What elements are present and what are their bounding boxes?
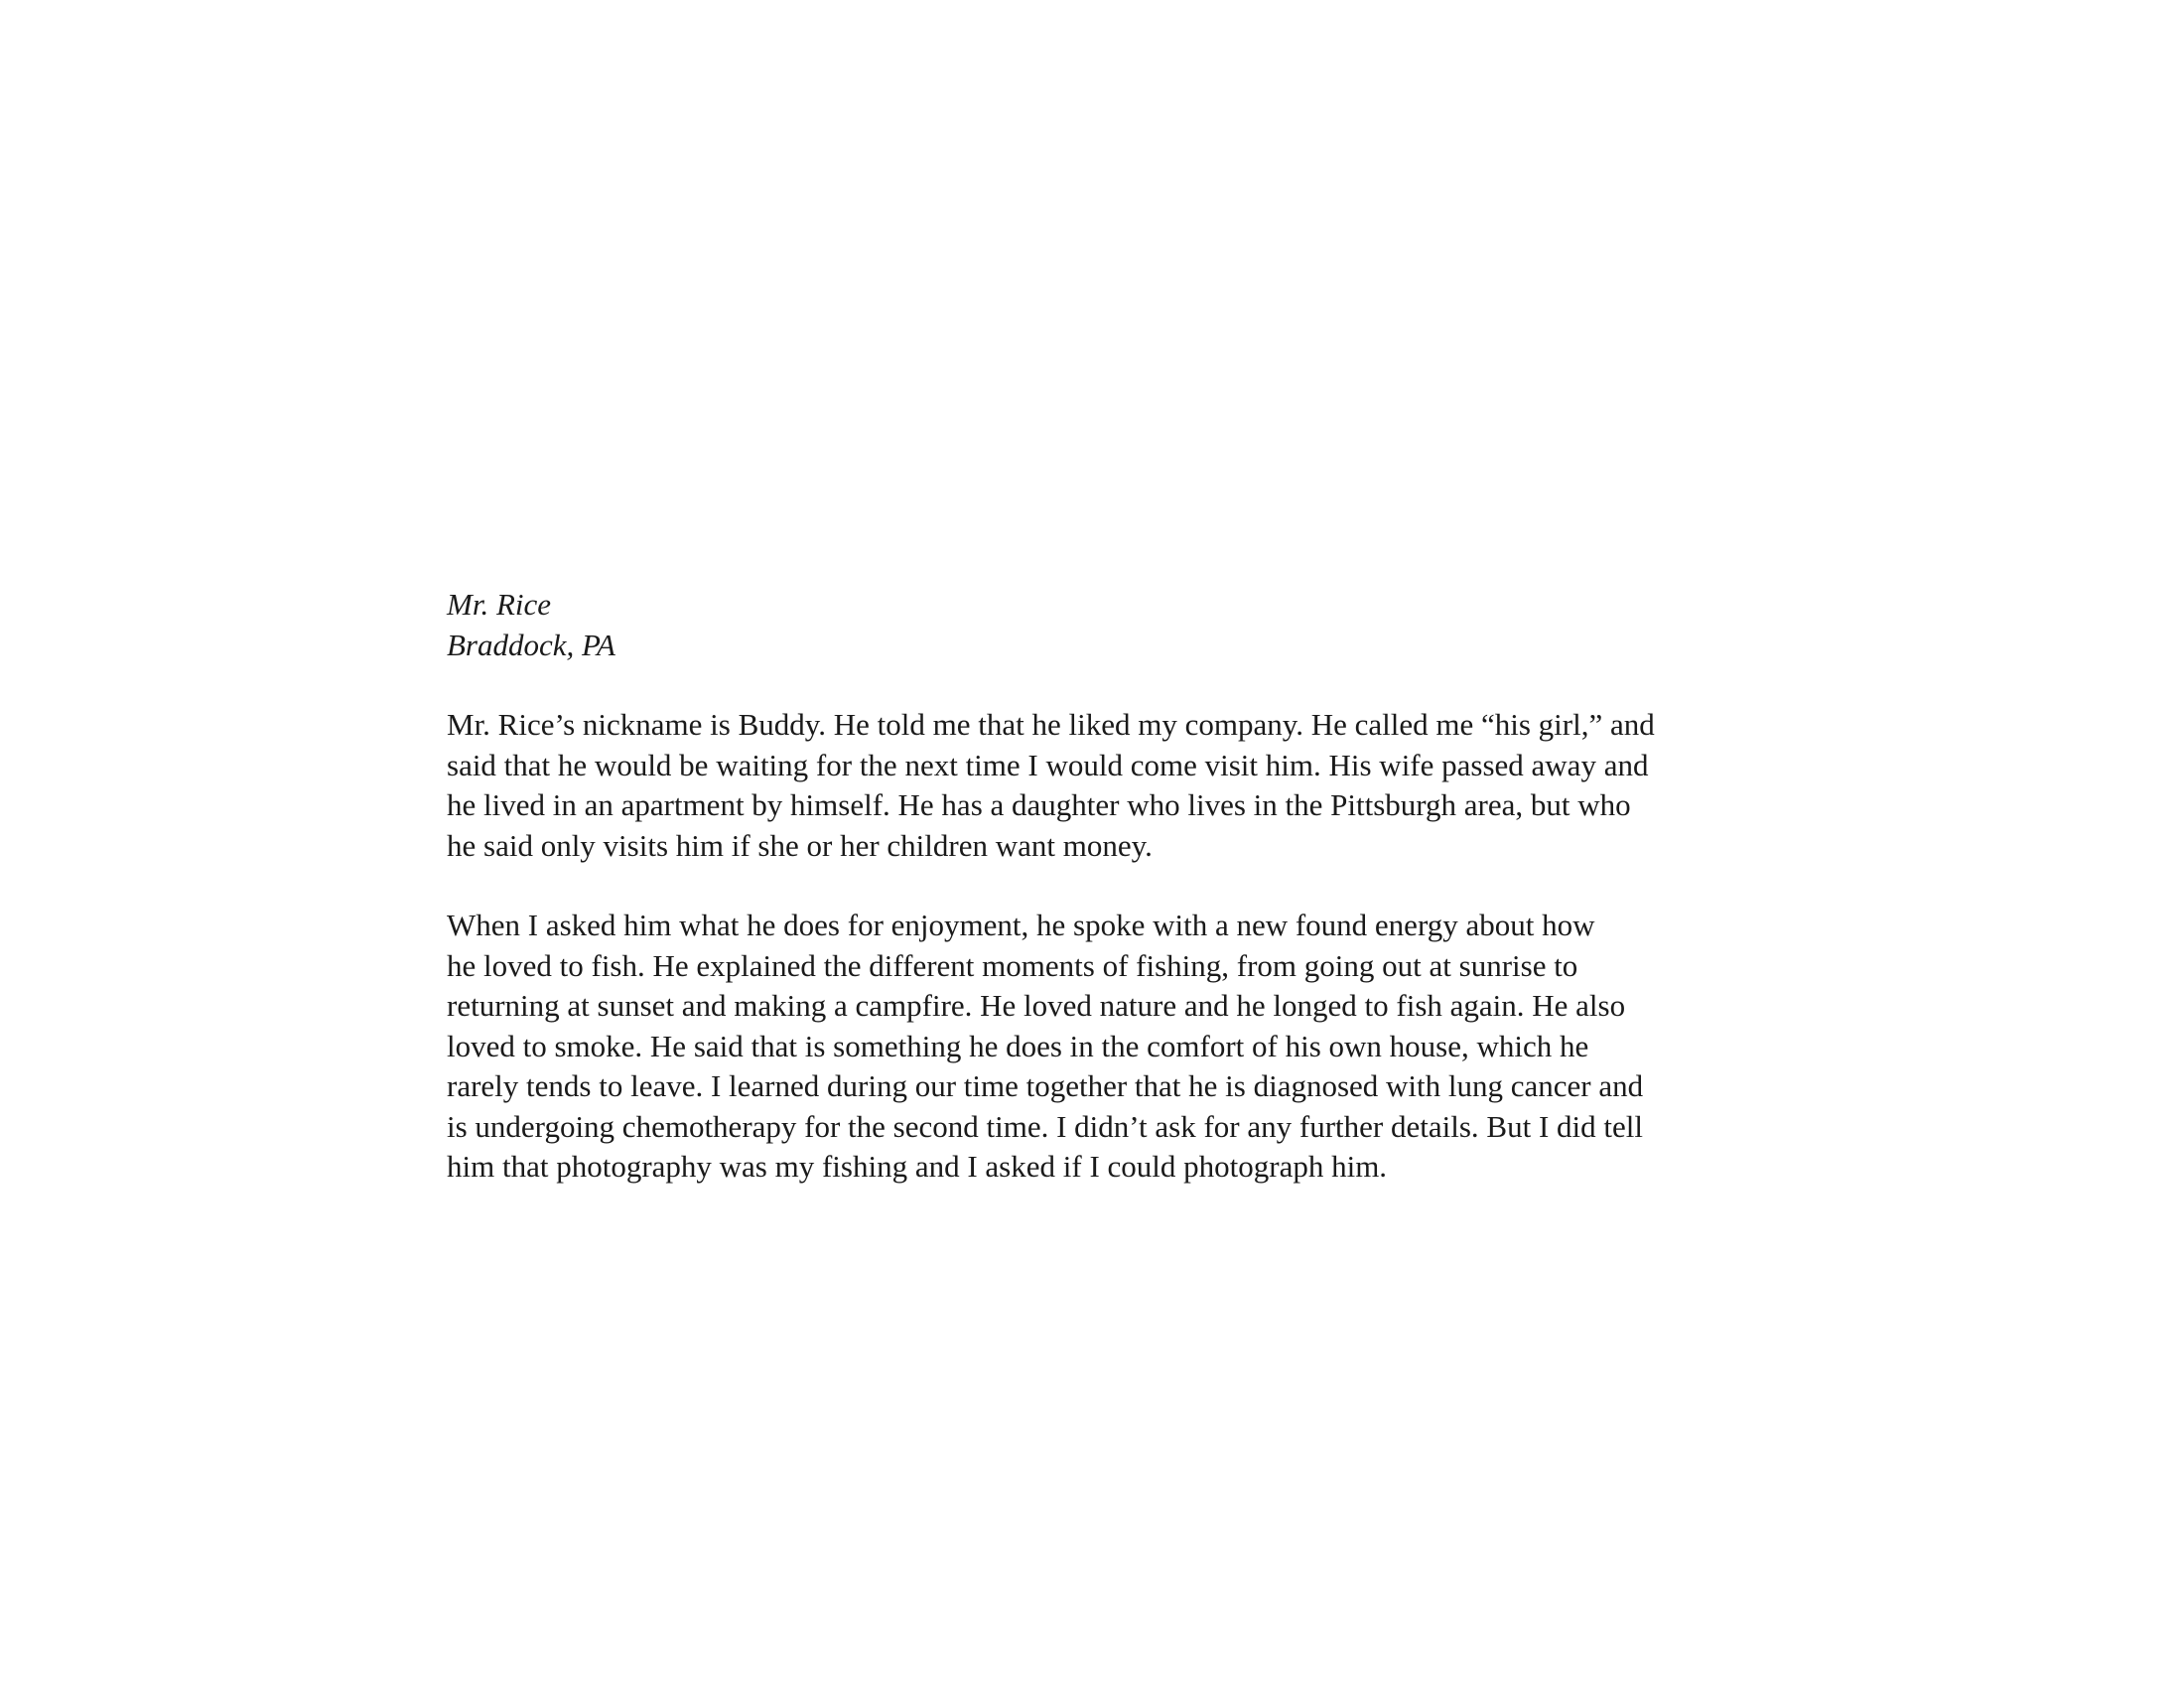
paragraph-line: When I asked him what he does for enjoyment, he spoke with a new found energy about how: [447, 908, 1595, 942]
heading: [447, 584, 1837, 665]
paragraph-2: [447, 906, 1837, 1188]
paragraph-line: rarely tends to leave. I learned during our time together that he is diagnosed with lung cancer and: [447, 1068, 1644, 1103]
paragraph-line: him that photography was my fishing and I asked if I could photograph him.: [447, 1149, 1388, 1184]
paragraph-line: loved to smoke. He said that is something he does in the comfort of his own house, which he: [447, 1028, 1589, 1063]
paragraph-1: [447, 705, 1837, 866]
paragraph-line: Mr. Rice’s nickname is Buddy. He told me that he liked my company. He called me “his girl,” and: [447, 707, 1655, 742]
paragraph-line: he said only visits him if she or her children want money.: [447, 827, 1153, 863]
paragraph-line: returning at sunset and making a campfire. He loved nature and he longed to fish again. He also: [447, 988, 1626, 1023]
text-block: [447, 584, 1837, 1188]
paragraph-line: said that he would be waiting for the next time I would come visit him. His wife passed away and: [447, 747, 1649, 782]
paragraph-line: he loved to fish. He explained the different moments of fishing, from going out at sunrise to: [447, 947, 1578, 983]
subject-location: Braddock, PA: [447, 628, 615, 662]
subject-name: Mr. Rice: [447, 587, 552, 622]
paragraph-line: is undergoing chemotherapy for the second time. I didn’t ask for any further details. But I did tell: [447, 1108, 1643, 1144]
paragraph-line: he lived in an apartment by himself. He has a daughter who lives in the Pittsburgh area, but who: [447, 787, 1631, 822]
